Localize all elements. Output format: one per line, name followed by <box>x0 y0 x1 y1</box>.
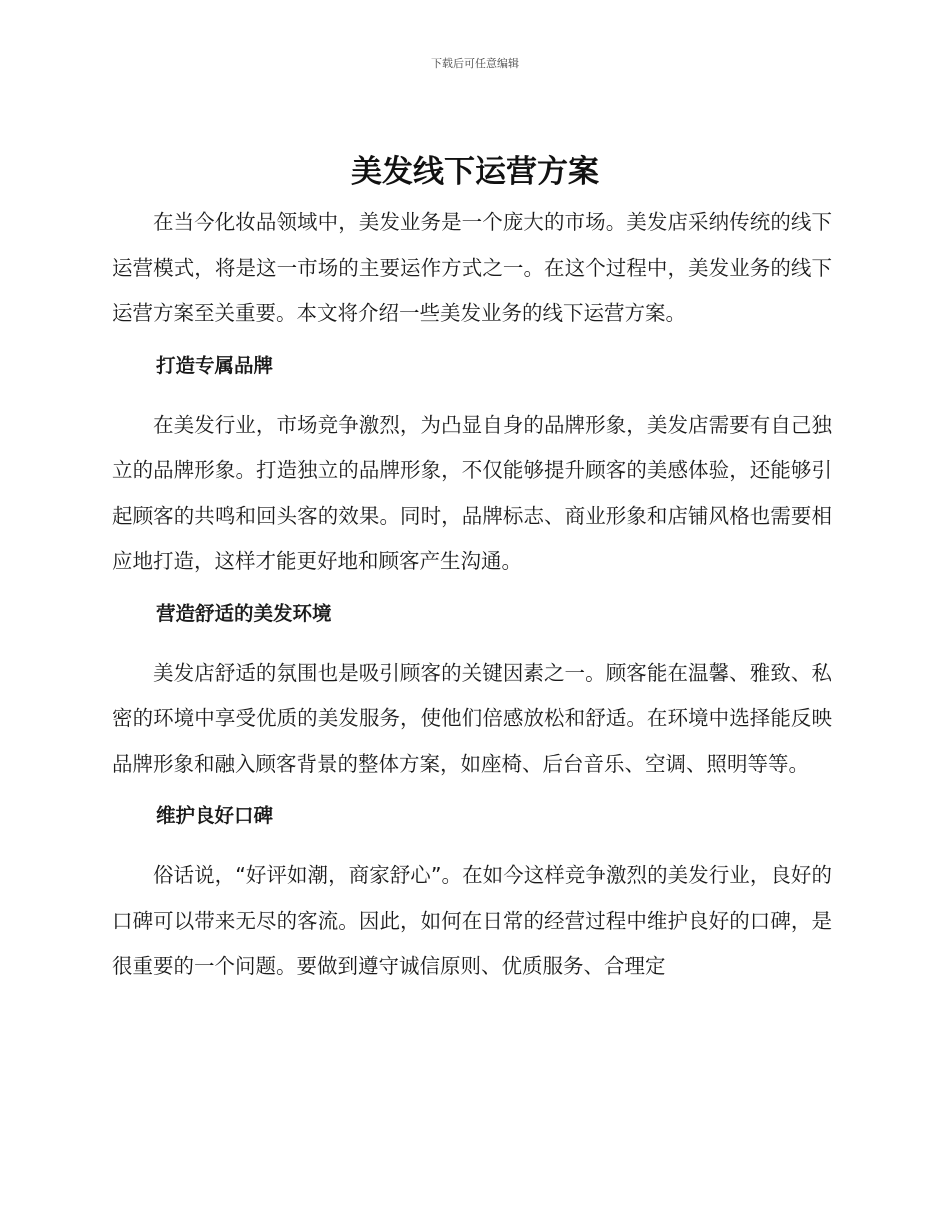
section-heading-reputation: 维护良好口碑 <box>156 804 274 827</box>
intro-paragraph: 在当今化妆品领域中，美发业务是一个庞大的市场。美发店采纳传统的线下运营模式，将是这一市场的主要运作方式之一。在这个过程中，美发业务的线下运营方案至关重要。本文将介绍一些美发业务的线下运营方案。 <box>112 210 832 325</box>
header-note: 下载后可任意编辑 <box>431 57 519 70</box>
document-body <box>112 200 832 990</box>
section-paragraph-brand: 在美发行业，市场竞争激烈，为凸显自身的品牌形象，美发店需要有自己独立的品牌形象。打造独立的品牌形象，不仅能够提升顾客的美感体验，还能够引起顾客的共鸣和回头客的效果。同时，品牌标志、商业形象和店铺风格也需要相应地打造，这样才能更好地和顾客产生沟通。 <box>112 412 832 573</box>
section-paragraph-reputation: 俗话说，“好评如潮，商家舒心”。在如今这样竞争激烈的美发行业，良好的口碑可以带来无尽的客流。因此，如何在日常的经营过程中维护良好的口碑，是很重要的一个问题。要做到遵守诚信原则、优质服务、合理定 <box>112 863 832 978</box>
document-title: 美发线下运营方案 <box>351 154 599 190</box>
section-paragraph-environment: 美发店舒适的氛围也是吸引顾客的关键因素之一。顾客能在温馨、雅致、私密的环境中享受优质的美发服务，使他们倍感放松和舒适。在环境中选择能反映品牌形象和融入顾客背景的整体方案，如座椅、后台音乐、空调、照明等等。 <box>112 660 832 776</box>
section-heading-environment: 营造舒适的美发环境 <box>156 601 332 625</box>
section-heading-brand: 打造专属品牌 <box>156 353 274 377</box>
